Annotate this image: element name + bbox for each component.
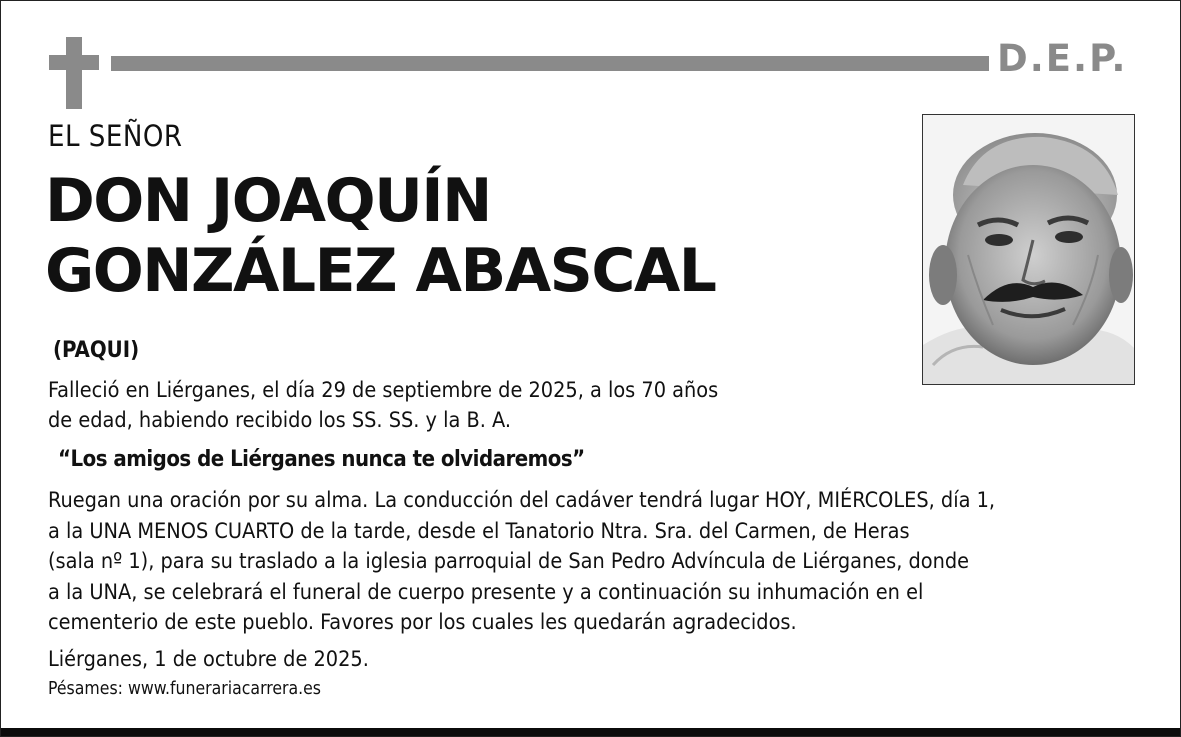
death-announcement <box>48 376 828 436</box>
footer-rule <box>1 728 1180 736</box>
deceased-name-line1: DON JOAQUÍN <box>45 166 491 236</box>
funeral-details-line: (sala nº 1), para su traslado a la iglesia parroquial de San Pedro Advíncula de Liérganes, donde <box>48 549 970 574</box>
funeral-details <box>48 486 1138 639</box>
deceased-nickname: (PAQUI) <box>53 338 140 363</box>
friends-quote: “Los amigos de Liérganes nunca te olvidaremos” <box>58 447 585 472</box>
funeral-details-line: a la UNA, se celebrará el funeral de cuerpo presente y a continuación su inhumación en el <box>48 579 924 605</box>
funeral-details-line: a la UNA MENOS CUARTO de la tarde, desde el Tanatorio Ntra. Sra. del Carmen, de Heras <box>48 518 910 544</box>
funeral-details-line: Ruegan una oración por su alma. La conducción del cadáver tendrá lugar HOY, MIÉRCOLES, día 1, <box>48 488 996 513</box>
deceased-portrait-photo <box>922 114 1135 385</box>
portrait-illustration <box>923 115 1135 385</box>
header-rule <box>111 56 989 71</box>
intro-line: Falleció en Liérganes, el día 29 de septiembre de 2025, a los 70 años <box>48 378 719 403</box>
deceased-name-line2: GONZÁLEZ ABASCAL <box>45 236 716 306</box>
intro-line: de edad, habiendo recibido los SS. SS. y la B. A. <box>48 408 512 433</box>
condolences-website: Pésames: www.funerariacarrera.es <box>48 679 322 699</box>
funeral-details-line: cementerio de este pueblo. Favores por los cuales les quedarán agradecidos. <box>48 610 797 635</box>
latin-cross-icon <box>49 37 99 109</box>
place-and-date: Liérganes, 1 de octubre de 2025. <box>48 647 369 672</box>
honorific-prefix: EL SEÑOR <box>48 119 183 153</box>
deceased-name <box>45 166 716 306</box>
dep-label: D.E.P. <box>997 37 1128 80</box>
